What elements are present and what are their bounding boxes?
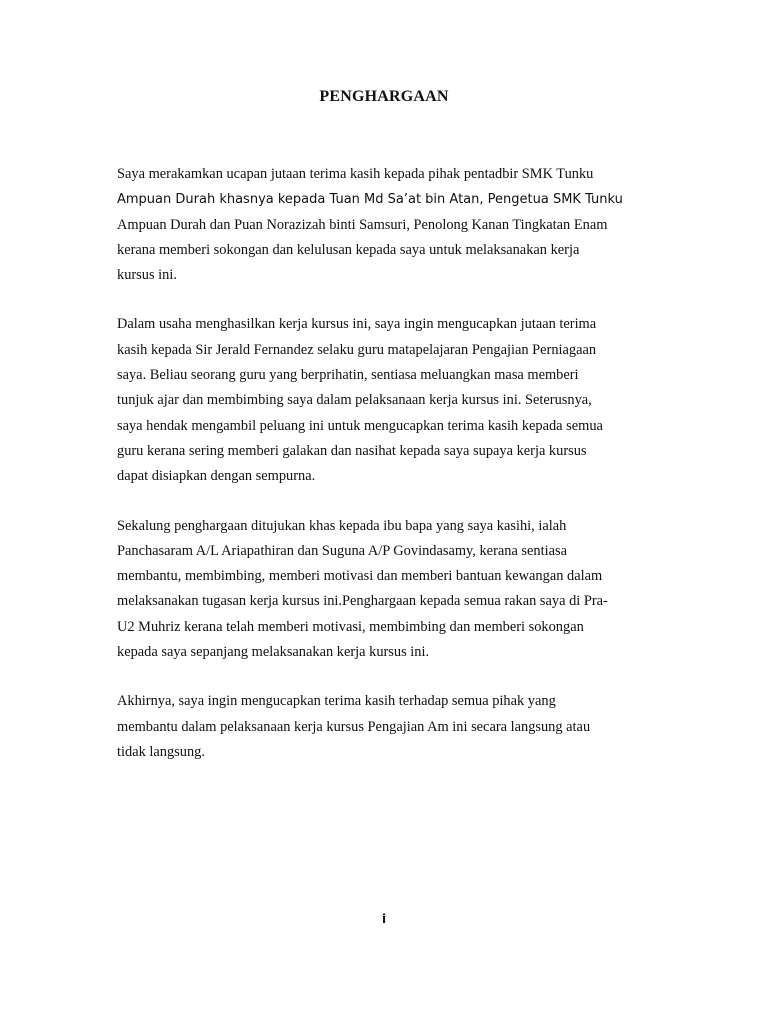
paragraph-line: Akhirnya, saya ingin mengucapkan terima kasih terhadap semua pihak yang	[117, 693, 556, 710]
paragraph-line: Dalam usaha menghasilkan kerja kursus ini, saya ingin mengucapkan jutaan terima	[117, 316, 597, 333]
paragraph-line: guru kerana sering memberi galakan dan nasihat kepada saya supaya kerja kursus	[117, 442, 587, 459]
paragraph-line: U2 Muhriz kerana telah memberi motivasi, membimbing dan memberi sokongan	[117, 618, 584, 635]
paragraph-line: melaksanakan tugasan kerja kursus ini.Penghargaan kepada semua rakan saya di Pra-	[117, 593, 608, 610]
paragraph-4	[117, 689, 657, 765]
paragraph-line: kasih kepada Sir Jerald Fernandez selaku guru matapelajaran Pengajian Perniagaan	[117, 341, 597, 358]
paragraph-line: tidak langsung.	[117, 743, 205, 760]
paragraph-line: kursus ini.	[117, 267, 177, 284]
page-title: PENGHARGAAN	[319, 88, 449, 105]
document-body	[117, 162, 657, 789]
paragraph-line: Sekalung penghargaan ditujukan khas kepada ibu bapa yang saya kasihi, ialah	[117, 517, 567, 534]
paragraph-line: saya. Beliau seorang guru yang berprihatin, sentiasa meluangkan masa memberi	[117, 367, 579, 384]
paragraph-line: saya hendak mengambil peluang ini untuk mengucapkan terima kasih kepada semua	[117, 417, 603, 434]
paragraph-line: Ampuan Durah dan Puan Norazizah binti Samsuri, Penolong Kanan Tingkatan Enam	[117, 216, 608, 233]
paragraph-1	[117, 162, 657, 288]
paragraph-line: dapat disiapkan dengan sempurna.	[117, 468, 316, 485]
paragraph-line: kerana memberi sokongan dan kelulusan kepada saya untuk melaksanakan kerja	[117, 241, 580, 258]
paragraph-3	[117, 514, 657, 666]
page-number: i	[381, 912, 387, 926]
paragraph-2	[117, 312, 657, 489]
paragraph-line: tunjuk ajar dan membimbing saya dalam pelaksanaan kerja kursus ini. Seterusnya,	[117, 392, 592, 409]
paragraph-line: Ampuan Durah khasnya kepada Tuan Md Sa’at bin Atan, Pengetua SMK Tunku	[117, 192, 623, 208]
paragraph-line: kepada saya sepanjang melaksanakan kerja kursus ini.	[117, 644, 430, 661]
paragraph-line: Panchasaram A/L Ariapathiran dan Suguna A/P Govindasamy, kerana sentiasa	[117, 542, 567, 559]
paragraph-line: Saya merakamkan ucapan jutaan terima kasih kepada pihak pentadbir SMK Tunku	[117, 166, 594, 182]
paragraph-line: membantu dalam pelaksanaan kerja kursus Pengajian Am ini secara langsung atau	[117, 718, 591, 735]
paragraph-line: membantu, membimbing, memberi motivasi dan memberi bantuan kewangan dalam	[117, 568, 603, 585]
